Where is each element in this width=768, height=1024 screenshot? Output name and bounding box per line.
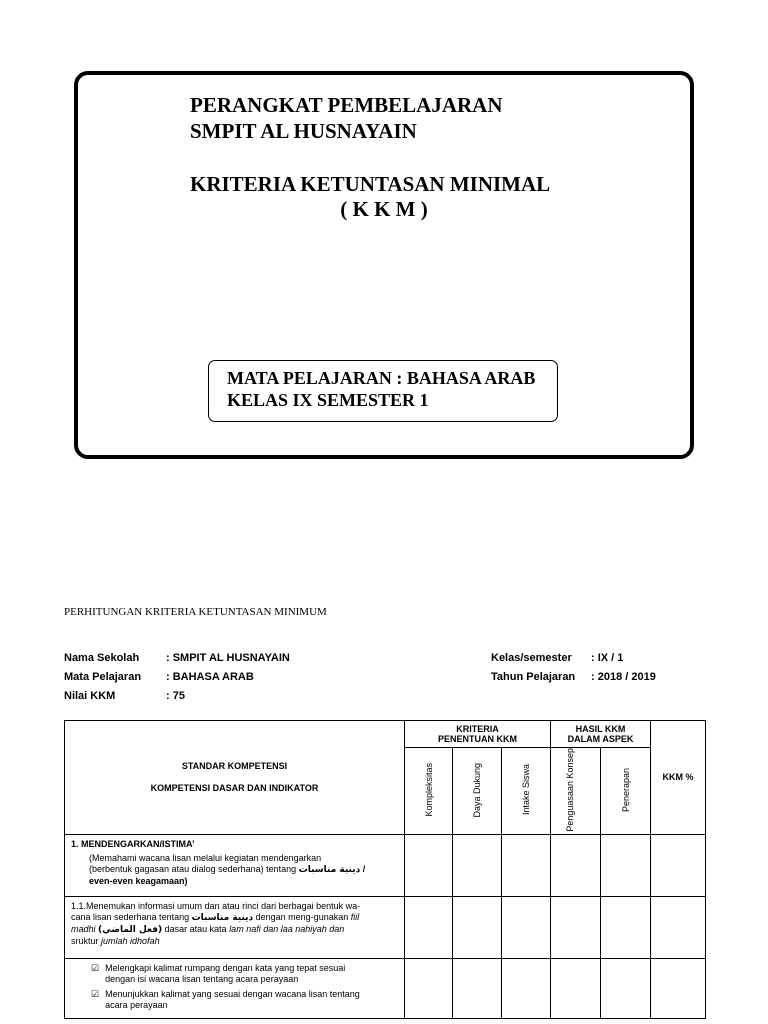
indicator-item bbox=[91, 963, 398, 985]
col-daya-dukung: Daya Dukung bbox=[472, 762, 482, 818]
checkbox-checked-icon: ☑ bbox=[91, 962, 100, 973]
kkm-percent-header: KKM % bbox=[651, 721, 706, 835]
col-penerapan: Penerapan bbox=[620, 767, 631, 812]
col-kompleksitas: Kompleksitas bbox=[423, 763, 434, 817]
cover-title-line2: SMPIT AL HUSNAYAIN bbox=[190, 119, 417, 143]
kd1-c: dengan meng-gunakan bbox=[255, 911, 349, 922]
section1-desc-c: / bbox=[362, 863, 366, 874]
kd1-f: dasar atau kata bbox=[164, 923, 227, 934]
checkbox-checked-icon: ☑ bbox=[91, 988, 100, 999]
subject-value: : BAHASA ARAB bbox=[166, 671, 254, 683]
ind2-a: Menunjukkan kalimat yang sesuai dengan wacana lisan tentang bbox=[105, 988, 360, 999]
cover-title-line4: ( K K M ) bbox=[340, 197, 428, 221]
cover-title-line3: KRITERIA KETUNTASAN MINIMAL bbox=[190, 172, 551, 196]
criteria-header: KRITERIA PENENTUAN KKM bbox=[405, 721, 551, 748]
kd1-i: jumlah idhofah bbox=[101, 935, 160, 946]
section1-title: 1. MENDENGARKAN/ISTIMA’ bbox=[71, 838, 195, 849]
calc-title: PERHITUNGAN KRITERIA KETUNTASAN MINIMUM bbox=[64, 606, 327, 618]
table-row bbox=[65, 896, 706, 958]
kkm-table bbox=[64, 720, 706, 1019]
sk-kd-header-cell bbox=[65, 721, 405, 835]
kkm-value: : 75 bbox=[166, 690, 185, 702]
school-label: Nama Sekolah bbox=[64, 652, 140, 664]
subject-line1: MATA PELAJARAN : BAHASA ARAB bbox=[227, 368, 536, 388]
kd1-cell bbox=[65, 896, 405, 958]
subject-box bbox=[208, 360, 558, 422]
kd1-d: fiil bbox=[350, 911, 360, 922]
kd1-a: 1.1.Menemukan informasi umum dan atau rinci dari berbagai bentuk wa- bbox=[71, 900, 361, 911]
table-row bbox=[65, 834, 706, 896]
col-penguasaan-konsep: Penguasaan Konsep bbox=[564, 748, 575, 832]
kd1-g: lam nafi dan laa nahiyah dan bbox=[229, 923, 345, 934]
table-row bbox=[65, 958, 706, 1018]
kd1-b: cana lisan sederhana tentang bbox=[71, 911, 190, 922]
cover-box bbox=[74, 71, 694, 459]
kd1-h: sruktur bbox=[71, 935, 99, 946]
subject-line2: KELAS IX SEMESTER 1 bbox=[227, 390, 429, 410]
class-value: : IX / 1 bbox=[591, 652, 624, 664]
ind1-b: dengan isi wacana lisan tentang acara perayaan bbox=[105, 973, 299, 984]
class-label: Kelas/semester bbox=[491, 652, 572, 664]
result-header: HASIL KKM DALAM ASPEK bbox=[551, 721, 651, 748]
section1-desc-d: even-even keagamaan) bbox=[89, 875, 188, 886]
kkm-label: Nilai KKM bbox=[64, 690, 116, 702]
subject-label: Mata Pelajaran bbox=[64, 671, 142, 683]
col-intake-siswa: Intake Siswa bbox=[521, 764, 531, 816]
kd1-arabic: دينية مناسبات bbox=[191, 912, 254, 923]
kd1-arabic2: (فعل الماضي) bbox=[98, 924, 163, 935]
indicator-cell bbox=[65, 958, 405, 1018]
year-label: Tahun Pelajaran bbox=[491, 671, 576, 683]
year-value: : 2018 / 2019 bbox=[591, 671, 656, 683]
indicator-item bbox=[91, 989, 398, 1011]
school-value: : SMPIT AL HUSNAYAIN bbox=[166, 652, 290, 664]
section1-arabic: دينية مناسبات bbox=[298, 864, 361, 875]
ind2-b: acara perayaan bbox=[105, 999, 168, 1010]
section1-cell bbox=[65, 834, 405, 896]
ind1-a: Melengkapi kalimat rumpang dengan kata yang tepat sesuai bbox=[105, 962, 346, 973]
sk-header: STANDAR KOMPETENSI bbox=[181, 761, 288, 772]
kd-header: KOMPETENSI DASAR DAN INDIKATOR bbox=[150, 783, 319, 794]
cover-title-line1: PERANGKAT PEMBELAJARAN bbox=[190, 93, 503, 117]
section1-desc-a: (Memahami wacana lisan melalui kegiatan mendengarkan bbox=[89, 852, 322, 863]
kd1-e: madhi bbox=[71, 923, 96, 934]
section1-desc-b: (berbentuk gagasan atau dialog sederhana) tentang bbox=[89, 863, 297, 874]
